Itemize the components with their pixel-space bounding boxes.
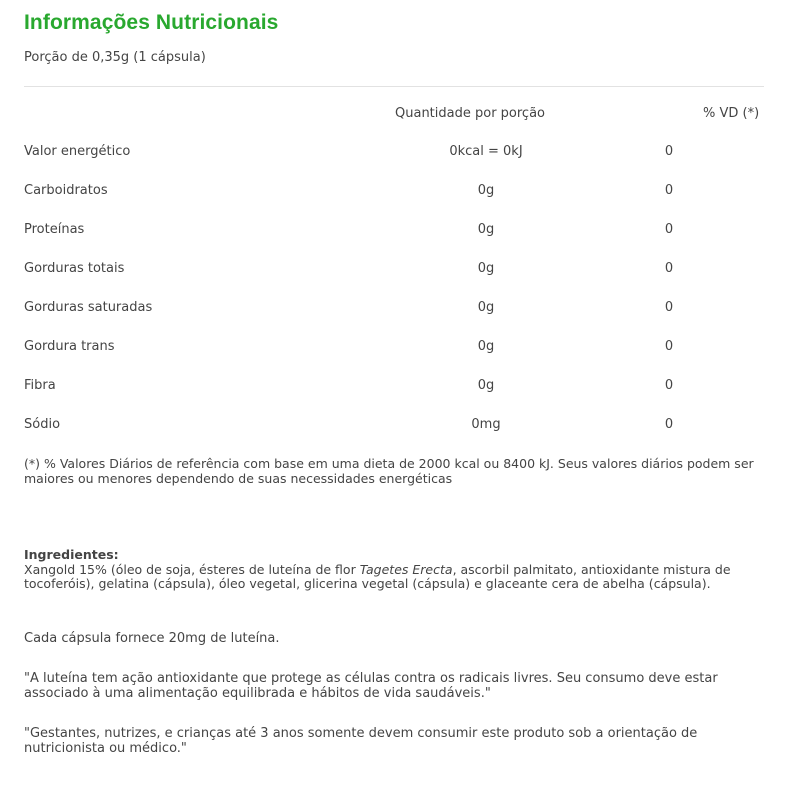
nutrient-daily-value: 0 [664,183,674,198]
nutrient-name: Sódio [24,417,61,432]
nutrition-table [0,134,800,446]
nutrient-name: Gorduras totais [24,261,125,276]
antioxidant-claim: "A luteína tem ação antioxidante que protege as células contra os radicais livres. Seu consumo deve estar associado à uma alimentação equilibrada e hábitos de vida saudáveis." [24,671,718,701]
nutrient-quantity: 0mg [471,417,501,432]
serving-size: Porção de 0,35g (1 cápsula) [24,50,206,65]
daily-value-footnote: (*) % Valores Diários de referência com base em uma dieta de 2000 kcal ou 8400 kJ. Seus valores diários podem ser maiores ou menores dependendo de suas necessidades energéticas [24,456,754,486]
table-row [0,134,800,173]
lutein-content-note: Cada cápsula fornece 20mg de luteína. [24,631,280,646]
ingredients-text-end: , ascorbil palmitato, antioxidante mistura de tocoferóis), gelatina (cápsula), óleo vegetal, glicerina vegetal (cápsula) e glaceante cera de abelha (cápsula). [24,561,731,591]
table-row [0,290,800,329]
nutrient-quantity: 0g [477,300,495,315]
table-row [0,173,800,212]
table-row [0,368,800,407]
ingredients-species: Tagetes Erecta [359,561,453,577]
nutrient-daily-value: 0 [664,300,674,315]
ingredients-section [24,548,769,592]
nutrient-quantity: 0g [477,222,495,237]
nutrient-name: Proteínas [24,222,85,237]
table-row [0,212,800,251]
column-header-quantity: Quantidade por porção [395,106,546,121]
nutrient-daily-value: 0 [664,378,674,393]
column-header-daily-value: % VD (*) [703,106,760,121]
nutrient-quantity: 0g [477,339,495,354]
nutrient-name: Gorduras saturadas [24,300,153,315]
table-row [0,251,800,290]
nutrient-daily-value: 0 [664,417,674,432]
consumption-warning: "Gestantes, nutrizes, e crianças até 3 anos somente devem consumir este produto sob a orientação de nutricionista ou médico." [24,726,698,756]
ingredients-text-start: Xangold 15% (óleo de soja, ésteres de luteína de flor [24,561,360,577]
nutrient-quantity: 0g [477,378,495,393]
nutrient-daily-value: 0 [664,261,674,276]
nutrient-name: Carboidratos [24,183,108,198]
nutrient-quantity: 0kcal = 0kJ [449,144,523,159]
table-row [0,407,800,446]
divider [24,86,764,87]
ingredients-label: Ingredientes: [24,547,119,562]
nutrient-name: Valor energético [24,144,131,159]
nutrient-quantity: 0g [477,183,495,198]
nutrient-quantity: 0g [477,261,495,276]
nutrient-name: Gordura trans [24,339,115,354]
table-row [0,329,800,368]
nutrient-daily-value: 0 [664,144,674,159]
page-title: Informações Nutricionais [24,11,279,34]
nutrient-daily-value: 0 [664,339,674,354]
nutrient-daily-value: 0 [664,222,674,237]
nutrient-name: Fibra [24,378,56,393]
